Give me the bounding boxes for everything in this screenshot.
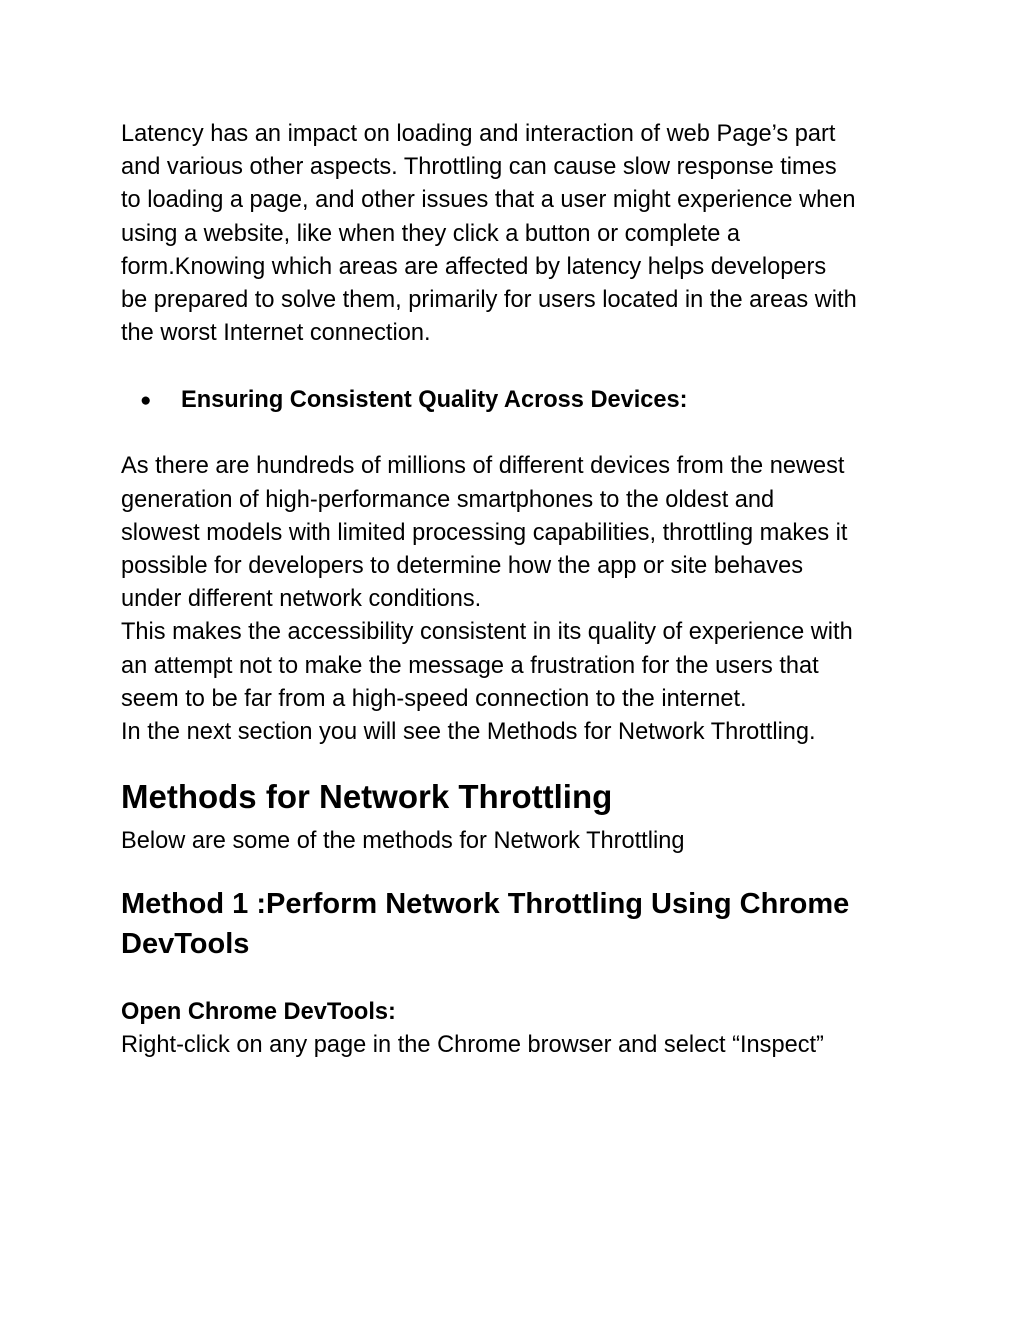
next-section-line: In the next section you will see the Methods for Network Throttling. (121, 719, 816, 746)
open-devtools-text: Right-click on any page in the Chrome browser and select “Inspect” (121, 1032, 824, 1059)
spacer (121, 417, 921, 450)
spacer (121, 350, 921, 384)
bullet-item (121, 384, 921, 417)
methods-intro: Below are some of the methods for Network Throttling (121, 828, 685, 855)
method1-heading: Method 1 :Perform Network Throttling Using Chrome DevTools (121, 888, 850, 961)
accessibility-paragraph: This makes the accessibility consistent in its quality of experience with an attempt not to make the message a frustration for the users that seem to be far from a high-speed connection to the internet. (121, 619, 853, 712)
intro-paragraph: Latency has an impact on loading and interaction of web Page’s part and various other aspects. Throttling can cause slow response times to loading a page, and other issues that a user might experience when using a website, like when they click a button or complete a form.Knowing which areas are affected by latency helps developers be prepared to solve them, primarily for users located in the areas with the worst Internet connection. (121, 121, 857, 347)
devices-paragraph: As there are hundreds of millions of different devices from the newest generation of high-performance smartphones to the oldest and slowest models with limited processing capabilities, throttling makes it possible for developers to determine how the app or site behaves under different network conditions. (121, 453, 848, 613)
bullet-icon: ● (140, 390, 152, 412)
open-devtools-heading: Open Chrome DevTools: (121, 999, 396, 1026)
bullet-text: Ensuring Consistent Quality Across Devices: (181, 387, 688, 414)
methods-heading: Methods for Network Throttling (121, 778, 613, 816)
document-page (121, 118, 921, 1063)
